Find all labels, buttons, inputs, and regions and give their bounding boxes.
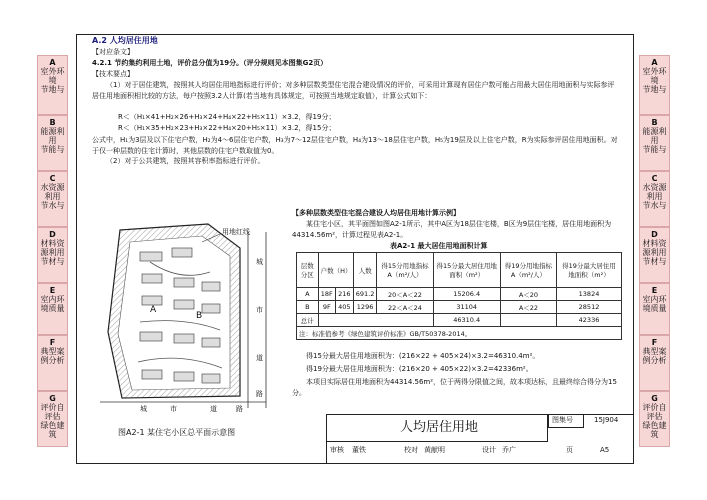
page-number: A5 bbox=[600, 446, 610, 454]
tab-letter: E bbox=[49, 286, 56, 295]
table-title: 表A2-1 最大居住用地面积计算 bbox=[390, 242, 488, 250]
table-total-row bbox=[297, 314, 622, 327]
table-cell: 1296 bbox=[353, 301, 377, 314]
formula-2: R＜（H₁×35+H₂×23+H₃×22+H₄×20+H₅×11）×3.2，得15分； bbox=[118, 124, 336, 132]
left-tab-b[interactable] bbox=[37, 115, 68, 171]
tab-line: 典型案例分析 bbox=[40, 347, 65, 365]
tab-letter: F bbox=[651, 338, 658, 347]
tab-line: 室外环境 bbox=[642, 67, 667, 85]
tab-letter: C bbox=[49, 174, 56, 183]
reviewer-name: 董铁 bbox=[352, 446, 366, 454]
table-cell: A＜22 bbox=[500, 301, 556, 314]
table-row bbox=[297, 301, 622, 314]
zone-a-label: A bbox=[150, 305, 157, 315]
tab-line: 水资源利用 bbox=[642, 183, 667, 201]
right-tab-b[interactable] bbox=[639, 115, 670, 171]
road-char-2: 市 bbox=[256, 306, 263, 314]
tab-line: 室内环境质量 bbox=[40, 295, 65, 313]
example-text: 某住宅小区，其平面图如图A2-1所示，其中A区为18层住宅楼，B区为9层住宅楼，居住用地面积为44314.56m²，计算过程见表A2-1。 bbox=[292, 220, 612, 239]
area-table bbox=[296, 252, 622, 340]
header-cell: 得19分最大居住用地面积（m²） bbox=[557, 253, 622, 288]
tab-letter: A bbox=[651, 58, 658, 67]
designer-name: 乔广 bbox=[502, 446, 516, 454]
table-cell: 28512 bbox=[557, 301, 622, 314]
tab-line: 评价自评估 bbox=[642, 403, 667, 421]
road-bottom-4: 路 bbox=[236, 405, 243, 413]
calc-15: 得15分最大居住用地面积为：(216×22 + 405×24)×3.2=46310.4m²。 bbox=[306, 352, 540, 360]
tab-line: 节水与 bbox=[642, 201, 667, 210]
design-label: 设计 bbox=[482, 446, 496, 454]
page-label: 页 bbox=[566, 446, 573, 454]
left-tab-g[interactable] bbox=[37, 391, 68, 447]
road-bottom-2: 市 bbox=[170, 405, 177, 413]
tab-line: 节材与 bbox=[642, 257, 667, 266]
tab-line: 水资源利用 bbox=[40, 183, 65, 201]
tab-letter: B bbox=[651, 118, 658, 127]
road-char-3: 道 bbox=[256, 354, 263, 362]
table-cell: A bbox=[297, 288, 319, 301]
tab-letter: A bbox=[49, 58, 56, 67]
right-tab-d[interactable] bbox=[639, 227, 670, 283]
tab-letter: D bbox=[651, 230, 658, 239]
tab-letter: C bbox=[651, 174, 658, 183]
left-tab-a[interactable] bbox=[37, 55, 68, 115]
tab-letter: B bbox=[49, 118, 56, 127]
table-cell: 691.2 bbox=[353, 288, 377, 301]
header-cell: 户数（H） bbox=[318, 253, 353, 288]
right-tab-a[interactable] bbox=[639, 55, 670, 115]
tab-line: 能源利用 bbox=[40, 127, 65, 145]
tab-line: 节地与 bbox=[40, 85, 65, 94]
tab-line: 室内环境质量 bbox=[642, 295, 667, 313]
table-cell bbox=[500, 314, 556, 327]
left-tab-f[interactable] bbox=[37, 335, 68, 391]
formula-1: R＜（H₁×41+H₂×26+H₃×24+H₄×22+H₅×11）×3.2，得19分； bbox=[118, 113, 336, 121]
tab-line: 节材与 bbox=[40, 257, 65, 266]
table-cell: 22＜A＜24 bbox=[377, 301, 433, 314]
table-cell: 20＜A＜22 bbox=[377, 288, 433, 301]
road-bottom-3: 道 bbox=[210, 405, 217, 413]
table-cell: 总计 bbox=[297, 314, 319, 327]
red-line-label: 用地红线 bbox=[222, 228, 250, 236]
tab-letter: E bbox=[651, 286, 658, 295]
tab-letter: G bbox=[651, 394, 658, 403]
table-cell: 216 bbox=[335, 288, 353, 301]
table-cell: 9F bbox=[318, 301, 335, 314]
tab-line: 材料资源利用 bbox=[40, 239, 65, 257]
clause-text: 4.2.1 节约集约利用土地，评价总分值为19分。（评分规则见本图集G2页） bbox=[92, 59, 328, 67]
table-cell bbox=[318, 314, 433, 327]
section-title: A.2 人均居住用地 bbox=[92, 36, 158, 45]
table-cell: 42336 bbox=[557, 314, 622, 327]
right-tab-g[interactable] bbox=[639, 391, 670, 447]
tab-line: 节水与 bbox=[40, 201, 65, 210]
checker-name: 黄献明 bbox=[424, 446, 445, 454]
title-block-title: 人均居住用地 bbox=[400, 420, 479, 435]
tab-line: 评价自评估 bbox=[40, 403, 65, 421]
header-cell: 得15分用地指标A（m²/人） bbox=[377, 253, 433, 288]
conclusion-text: 本项目实际居住用地面积为44314.56m²，位于两得分限值之间，故本项达标，且最终综合得分为15分。 bbox=[292, 378, 617, 397]
table-cell: 46310.4 bbox=[433, 314, 500, 327]
check-label: 校对 bbox=[404, 446, 418, 454]
header-cell: 人数 bbox=[353, 253, 377, 288]
left-tab-d[interactable] bbox=[37, 227, 68, 283]
tab-line: 室外环境 bbox=[40, 67, 65, 85]
tab-line: 节能与 bbox=[40, 145, 65, 154]
paragraph-2: （2）对于公共建筑，按照其容积率指标进行评价。 bbox=[106, 157, 265, 165]
right-tab-e[interactable] bbox=[639, 283, 670, 335]
paragraph-1: （1）对于居住建筑，按照其人均居住用地指标进行评价；对多种层数类型住宅混合建设情况的评价，可采用计算现有居住户数可能占用最大居住用地面积与实际参评居住用地面积相比较的方法，每户按照3.2人计算(若当地有具体规定，可按照当地规定取值），计算公式如下： bbox=[92, 81, 615, 100]
clause-label: 【对应条文】 bbox=[92, 48, 134, 56]
atlas-number: 15J904 bbox=[594, 416, 619, 424]
tab-line: 材料资源利用 bbox=[642, 239, 667, 257]
tech-label: 【技术要点】 bbox=[92, 70, 134, 78]
table-cell: 31104 bbox=[433, 301, 500, 314]
road-char-4: 路 bbox=[256, 390, 263, 398]
figure-caption: 图A2-1 某住宅小区总平面示意图 bbox=[118, 428, 236, 437]
tab-line: 节能与 bbox=[642, 145, 667, 154]
tab-letter: F bbox=[49, 338, 56, 347]
left-tab-c[interactable] bbox=[37, 171, 68, 227]
review-label: 审核 bbox=[330, 446, 344, 454]
tab-line: 能源利用 bbox=[642, 127, 667, 145]
table-row bbox=[297, 288, 622, 301]
atlas-label: 图集号 bbox=[552, 416, 573, 424]
table-cell: A＜20 bbox=[500, 288, 556, 301]
header-cell: 得15分最大居住用地面积（m²） bbox=[433, 253, 500, 288]
tab-letter: G bbox=[49, 394, 56, 403]
tab-line: 节地与 bbox=[642, 85, 667, 94]
table-cell: 405 bbox=[335, 301, 353, 314]
table-cell: 18F bbox=[318, 288, 335, 301]
calc-19: 得19分最大居住用地面积为：(216×20 + 405×22)×3.2=42336m²。 bbox=[306, 365, 533, 373]
right-tab-c[interactable] bbox=[639, 171, 670, 227]
header-cell: 得19分用地指标A（m²/人） bbox=[500, 253, 556, 288]
tab-line: 典型案例分析 bbox=[642, 347, 667, 365]
table-note-row bbox=[297, 327, 622, 340]
left-tab-e[interactable] bbox=[37, 283, 68, 335]
tab-letter: D bbox=[49, 230, 56, 239]
road-char-1: 城 bbox=[256, 258, 263, 266]
zone-b-label: B bbox=[196, 311, 203, 321]
tab-line: 绿色建筑 bbox=[642, 421, 667, 439]
table-note: 注：标准值参考《绿色建筑评价标准》GB/T50378-2014。 bbox=[297, 327, 622, 340]
table-header-row bbox=[297, 253, 622, 288]
table-cell: 13824 bbox=[557, 288, 622, 301]
header-cell: 层数分区 bbox=[297, 253, 319, 288]
road-bottom-1: 城 bbox=[140, 405, 147, 413]
example-title: 【多种层数类型住宅混合建设人均居住用地计算示例】 bbox=[292, 209, 460, 217]
tab-line: 绿色建筑 bbox=[40, 421, 65, 439]
table-cell: 15206.4 bbox=[433, 288, 500, 301]
right-tab-f[interactable] bbox=[639, 335, 670, 391]
definition-paragraph: 公式中，H₁为3层及以下住宅户数，H₂为4～6层住宅户数，H₃为7～12层住宅户数，H₄为13～18层住宅户数，H₅为19层及以上住宅户数，R为实际参评居住用地面积。对于仅一种层数的住宅计算时，其他层数的住宅户数取值为0。 bbox=[92, 136, 618, 155]
table-cell: B bbox=[297, 301, 319, 314]
